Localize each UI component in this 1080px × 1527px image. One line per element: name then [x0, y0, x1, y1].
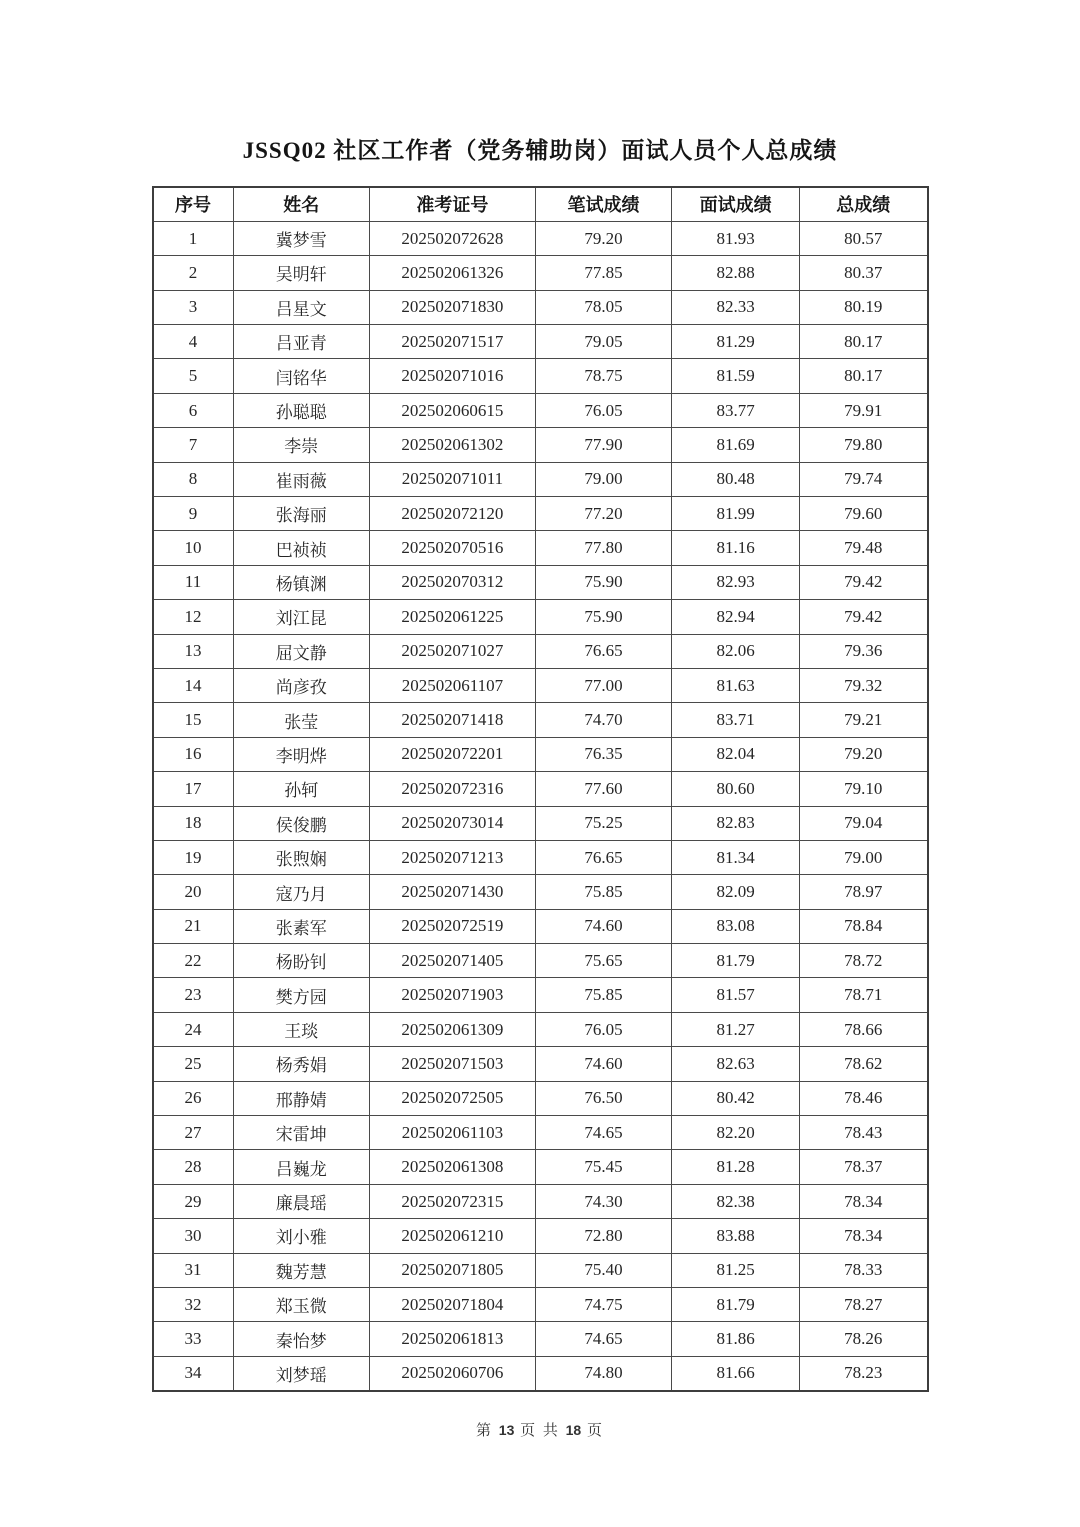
cell-name: 秦怡梦	[233, 1322, 369, 1356]
table-row	[153, 290, 928, 324]
cell-index: 25	[153, 1047, 234, 1081]
cell-name: 刘江昆	[233, 600, 369, 634]
col-header-index: 序号	[153, 187, 234, 222]
cell-written-score: 74.30	[535, 1184, 671, 1218]
table-row	[153, 668, 928, 702]
table-row	[153, 256, 928, 290]
cell-interview-score: 82.06	[672, 634, 800, 668]
table-row	[153, 1219, 928, 1253]
cell-interview-score: 82.20	[672, 1116, 800, 1150]
table-row	[153, 737, 928, 771]
cell-total-score: 78.84	[800, 909, 928, 943]
cell-index: 26	[153, 1081, 234, 1115]
cell-name: 樊方园	[233, 978, 369, 1012]
cell-ticket-number: 202502070312	[369, 565, 535, 599]
cell-name: 郑玉微	[233, 1288, 369, 1322]
cell-interview-score: 81.86	[672, 1322, 800, 1356]
col-header-total-score: 总成绩	[800, 187, 928, 222]
cell-ticket-number: 202502071903	[369, 978, 535, 1012]
cell-ticket-number: 202502072505	[369, 1081, 535, 1115]
cell-index: 23	[153, 978, 234, 1012]
cell-interview-score: 80.60	[672, 772, 800, 806]
cell-written-score: 74.65	[535, 1322, 671, 1356]
cell-interview-score: 81.28	[672, 1150, 800, 1184]
table-row	[153, 634, 928, 668]
cell-interview-score: 81.99	[672, 497, 800, 531]
cell-total-score: 78.46	[800, 1081, 928, 1115]
table-row	[153, 1012, 928, 1046]
cell-interview-score: 81.66	[672, 1356, 800, 1391]
cell-total-score: 79.36	[800, 634, 928, 668]
cell-total-score: 80.37	[800, 256, 928, 290]
cell-written-score: 78.75	[535, 359, 671, 393]
cell-name: 刘梦瑶	[233, 1356, 369, 1391]
table-row	[153, 1356, 928, 1391]
cell-name: 侯俊鹏	[233, 806, 369, 840]
cell-written-score: 74.65	[535, 1116, 671, 1150]
cell-ticket-number: 202502071011	[369, 462, 535, 496]
cell-index: 4	[153, 325, 234, 359]
cell-ticket-number: 202502071503	[369, 1047, 535, 1081]
cell-interview-score: 83.77	[672, 393, 800, 427]
cell-index: 14	[153, 668, 234, 702]
cell-interview-score: 81.59	[672, 359, 800, 393]
cell-name: 屈文静	[233, 634, 369, 668]
cell-total-score: 79.74	[800, 462, 928, 496]
cell-name: 张海丽	[233, 497, 369, 531]
cell-ticket-number: 202502061225	[369, 600, 535, 634]
cell-ticket-number: 202502072120	[369, 497, 535, 531]
table-row	[153, 944, 928, 978]
cell-ticket-number: 202502071027	[369, 634, 535, 668]
cell-index: 34	[153, 1356, 234, 1391]
cell-name: 邢静婧	[233, 1081, 369, 1115]
cell-index: 15	[153, 703, 234, 737]
cell-written-score: 76.65	[535, 634, 671, 668]
cell-ticket-number: 202502060615	[369, 393, 535, 427]
cell-ticket-number: 202502071805	[369, 1253, 535, 1287]
cell-total-score: 79.48	[800, 531, 928, 565]
cell-ticket-number: 202502072519	[369, 909, 535, 943]
col-header-ticket-number: 准考证号	[369, 187, 535, 222]
cell-ticket-number: 202502061107	[369, 668, 535, 702]
cell-index: 28	[153, 1150, 234, 1184]
cell-interview-score: 81.79	[672, 944, 800, 978]
cell-total-score: 80.57	[800, 221, 928, 255]
cell-total-score: 78.34	[800, 1184, 928, 1218]
cell-total-score: 78.66	[800, 1012, 928, 1046]
cell-written-score: 76.05	[535, 1012, 671, 1046]
cell-ticket-number: 202502071016	[369, 359, 535, 393]
cell-index: 3	[153, 290, 234, 324]
cell-written-score: 75.90	[535, 600, 671, 634]
cell-total-score: 79.42	[800, 565, 928, 599]
cell-written-score: 74.70	[535, 703, 671, 737]
cell-ticket-number: 202502072201	[369, 737, 535, 771]
cell-name: 吕巍龙	[233, 1150, 369, 1184]
cell-interview-score: 82.09	[672, 875, 800, 909]
table-row	[153, 1253, 928, 1287]
cell-total-score: 80.17	[800, 325, 928, 359]
cell-ticket-number: 202502061302	[369, 428, 535, 462]
cell-ticket-number: 202502061103	[369, 1116, 535, 1150]
cell-name: 闫铭华	[233, 359, 369, 393]
cell-written-score: 75.65	[535, 944, 671, 978]
table-row	[153, 325, 928, 359]
cell-total-score: 78.27	[800, 1288, 928, 1322]
table-row	[153, 1288, 928, 1322]
cell-written-score: 75.25	[535, 806, 671, 840]
cell-ticket-number: 202502073014	[369, 806, 535, 840]
cell-index: 29	[153, 1184, 234, 1218]
table-row	[153, 1081, 928, 1115]
cell-written-score: 77.20	[535, 497, 671, 531]
cell-written-score: 79.05	[535, 325, 671, 359]
table-row	[153, 840, 928, 874]
cell-interview-score: 80.42	[672, 1081, 800, 1115]
cell-name: 吕亚青	[233, 325, 369, 359]
cell-interview-score: 81.57	[672, 978, 800, 1012]
cell-index: 22	[153, 944, 234, 978]
cell-ticket-number: 202502072628	[369, 221, 535, 255]
cell-name: 李崇	[233, 428, 369, 462]
cell-total-score: 80.19	[800, 290, 928, 324]
cell-name: 张莹	[233, 703, 369, 737]
cell-total-score: 78.26	[800, 1322, 928, 1356]
cell-written-score: 75.85	[535, 978, 671, 1012]
cell-total-score: 79.42	[800, 600, 928, 634]
cell-written-score: 75.45	[535, 1150, 671, 1184]
table-row	[153, 393, 928, 427]
cell-interview-score: 82.93	[672, 565, 800, 599]
cell-written-score: 77.80	[535, 531, 671, 565]
cell-written-score: 77.60	[535, 772, 671, 806]
cell-interview-score: 81.34	[672, 840, 800, 874]
cell-interview-score: 81.27	[672, 1012, 800, 1046]
cell-index: 20	[153, 875, 234, 909]
cell-interview-score: 80.48	[672, 462, 800, 496]
cell-index: 6	[153, 393, 234, 427]
cell-written-score: 77.85	[535, 256, 671, 290]
cell-written-score: 74.60	[535, 909, 671, 943]
cell-index: 16	[153, 737, 234, 771]
cell-ticket-number: 202502061326	[369, 256, 535, 290]
cell-interview-score: 82.94	[672, 600, 800, 634]
table-row	[153, 1047, 928, 1081]
table-row	[153, 359, 928, 393]
cell-name: 冀梦雪	[233, 221, 369, 255]
cell-index: 8	[153, 462, 234, 496]
table-row	[153, 531, 928, 565]
col-header-written-score: 笔试成绩	[535, 187, 671, 222]
cell-interview-score: 82.88	[672, 256, 800, 290]
page-title: JSSQ02 社区工作者（党务辅助岗）面试人员个人总成绩	[242, 138, 838, 163]
cell-total-score: 79.32	[800, 668, 928, 702]
cell-total-score: 80.17	[800, 359, 928, 393]
cell-index: 18	[153, 806, 234, 840]
cell-index: 1	[153, 221, 234, 255]
cell-interview-score: 82.38	[672, 1184, 800, 1218]
cell-written-score: 75.85	[535, 875, 671, 909]
cell-written-score: 74.80	[535, 1356, 671, 1391]
col-header-interview-score: 面试成绩	[672, 187, 800, 222]
table-body	[153, 221, 928, 1391]
table-row	[153, 978, 928, 1012]
cell-interview-score: 83.88	[672, 1219, 800, 1253]
cell-ticket-number: 202502071804	[369, 1288, 535, 1322]
table-row	[153, 909, 928, 943]
cell-index: 19	[153, 840, 234, 874]
cell-interview-score: 83.08	[672, 909, 800, 943]
cell-total-score: 78.72	[800, 944, 928, 978]
cell-ticket-number: 202502071213	[369, 840, 535, 874]
cell-name: 廉晨瑶	[233, 1184, 369, 1218]
cell-written-score: 74.75	[535, 1288, 671, 1322]
cell-written-score: 79.00	[535, 462, 671, 496]
cell-ticket-number: 202502071405	[369, 944, 535, 978]
cell-total-score: 78.23	[800, 1356, 928, 1391]
cell-total-score: 78.34	[800, 1219, 928, 1253]
cell-name: 杨镇渊	[233, 565, 369, 599]
cell-name: 李明烨	[233, 737, 369, 771]
table-row	[153, 600, 928, 634]
cell-index: 32	[153, 1288, 234, 1322]
cell-written-score: 76.50	[535, 1081, 671, 1115]
cell-index: 11	[153, 565, 234, 599]
cell-written-score: 75.40	[535, 1253, 671, 1287]
cell-name: 寇乃月	[233, 875, 369, 909]
table-row	[153, 806, 928, 840]
cell-interview-score: 81.79	[672, 1288, 800, 1322]
cell-name: 魏芳慧	[233, 1253, 369, 1287]
cell-name: 吴明轩	[233, 256, 369, 290]
cell-total-score: 79.80	[800, 428, 928, 462]
table-row	[153, 875, 928, 909]
cell-name: 宋雷坤	[233, 1116, 369, 1150]
cell-total-score: 79.10	[800, 772, 928, 806]
cell-index: 12	[153, 600, 234, 634]
cell-interview-score: 81.63	[672, 668, 800, 702]
table-row	[153, 1150, 928, 1184]
page-footer	[0, 1419, 1080, 1440]
cell-index: 7	[153, 428, 234, 462]
cell-ticket-number: 202502061309	[369, 1012, 535, 1046]
table-row	[153, 497, 928, 531]
cell-total-score: 79.20	[800, 737, 928, 771]
cell-index: 5	[153, 359, 234, 393]
cell-name: 王琰	[233, 1012, 369, 1046]
table-row	[153, 1322, 928, 1356]
cell-written-score: 76.05	[535, 393, 671, 427]
footer-total-pages: 18	[565, 1422, 582, 1439]
footer-label-prefix: 第	[476, 1423, 494, 1440]
cell-total-score: 79.00	[800, 840, 928, 874]
cell-name: 杨盼钊	[233, 944, 369, 978]
cell-index: 9	[153, 497, 234, 531]
cell-ticket-number: 202502061210	[369, 1219, 535, 1253]
cell-interview-score: 81.93	[672, 221, 800, 255]
cell-ticket-number: 202502071517	[369, 325, 535, 359]
cell-written-score: 77.00	[535, 668, 671, 702]
cell-index: 24	[153, 1012, 234, 1046]
cell-interview-score: 81.16	[672, 531, 800, 565]
cell-ticket-number: 202502072316	[369, 772, 535, 806]
table-row	[153, 428, 928, 462]
cell-index: 33	[153, 1322, 234, 1356]
header-row	[153, 187, 928, 222]
table-row	[153, 565, 928, 599]
table-row	[153, 772, 928, 806]
cell-index: 13	[153, 634, 234, 668]
cell-written-score: 76.65	[535, 840, 671, 874]
table-row	[153, 221, 928, 255]
cell-total-score: 79.60	[800, 497, 928, 531]
cell-index: 27	[153, 1116, 234, 1150]
cell-index: 10	[153, 531, 234, 565]
cell-interview-score: 82.33	[672, 290, 800, 324]
cell-name: 孙聪聪	[233, 393, 369, 427]
cell-interview-score: 82.04	[672, 737, 800, 771]
cell-index: 30	[153, 1219, 234, 1253]
table-row	[153, 462, 928, 496]
cell-ticket-number: 202502071430	[369, 875, 535, 909]
cell-name: 崔雨薇	[233, 462, 369, 496]
cell-ticket-number: 202502061813	[369, 1322, 535, 1356]
footer-page-number: 13	[498, 1422, 515, 1439]
cell-ticket-number: 202502061308	[369, 1150, 535, 1184]
table-row	[153, 1116, 928, 1150]
cell-name: 刘小雅	[233, 1219, 369, 1253]
cell-written-score: 77.90	[535, 428, 671, 462]
cell-index: 2	[153, 256, 234, 290]
cell-name: 杨秀娟	[233, 1047, 369, 1081]
cell-total-score: 78.97	[800, 875, 928, 909]
table-row	[153, 1184, 928, 1218]
scores-table	[152, 186, 929, 1392]
cell-index: 31	[153, 1253, 234, 1287]
cell-total-score: 79.04	[800, 806, 928, 840]
cell-total-score: 79.91	[800, 393, 928, 427]
cell-written-score: 78.05	[535, 290, 671, 324]
cell-written-score: 72.80	[535, 1219, 671, 1253]
cell-name: 尚彦孜	[233, 668, 369, 702]
cell-written-score: 75.90	[535, 565, 671, 599]
cell-total-score: 78.37	[800, 1150, 928, 1184]
cell-total-score: 78.33	[800, 1253, 928, 1287]
cell-interview-score: 82.83	[672, 806, 800, 840]
cell-interview-score: 83.71	[672, 703, 800, 737]
cell-index: 17	[153, 772, 234, 806]
cell-ticket-number: 202502060706	[369, 1356, 535, 1391]
footer-label-middle: 页 共	[520, 1423, 560, 1440]
cell-name: 巴祯祯	[233, 531, 369, 565]
col-header-name: 姓名	[233, 187, 369, 222]
cell-interview-score: 82.63	[672, 1047, 800, 1081]
cell-interview-score: 81.25	[672, 1253, 800, 1287]
cell-name: 张素军	[233, 909, 369, 943]
cell-ticket-number: 202502071418	[369, 703, 535, 737]
cell-total-score: 79.21	[800, 703, 928, 737]
cell-index: 21	[153, 909, 234, 943]
cell-interview-score: 81.29	[672, 325, 800, 359]
cell-written-score: 79.20	[535, 221, 671, 255]
cell-name: 孙轲	[233, 772, 369, 806]
footer-label-suffix: 页	[586, 1423, 604, 1440]
cell-total-score: 78.62	[800, 1047, 928, 1081]
cell-name: 吕星文	[233, 290, 369, 324]
cell-interview-score: 81.69	[672, 428, 800, 462]
cell-ticket-number: 202502071830	[369, 290, 535, 324]
cell-ticket-number: 202502070516	[369, 531, 535, 565]
cell-total-score: 78.71	[800, 978, 928, 1012]
cell-total-score: 78.43	[800, 1116, 928, 1150]
cell-written-score: 74.60	[535, 1047, 671, 1081]
table-row	[153, 703, 928, 737]
cell-ticket-number: 202502072315	[369, 1184, 535, 1218]
cell-written-score: 76.35	[535, 737, 671, 771]
cell-name: 张煦娴	[233, 840, 369, 874]
